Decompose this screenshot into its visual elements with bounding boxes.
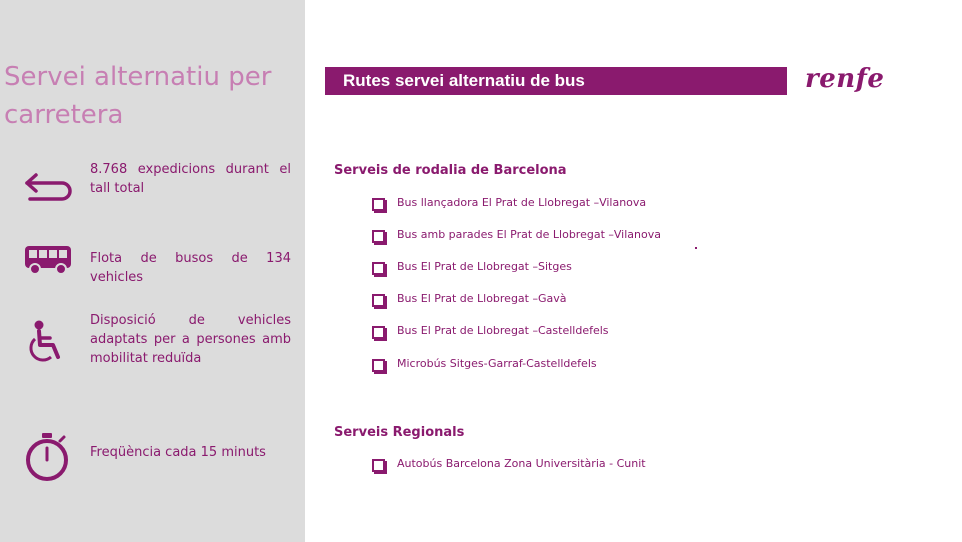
page-title: Rutes servei alternatiu de bus bbox=[343, 71, 585, 90]
feature-accessibility-text: Disposició de vehicles adaptats per a persones amb mobilitat reduïda bbox=[90, 313, 291, 366]
return-arrow-icon bbox=[22, 166, 74, 218]
checkbox-bullet bbox=[372, 198, 385, 211]
feature-fleet-text: Flota de busos de 134 vehicles bbox=[90, 251, 291, 285]
wheelchair-icon bbox=[26, 319, 78, 371]
route-label: Bus El Prat de Llobregat –Castelldefels bbox=[397, 324, 609, 337]
section-title-rodalia: Serveis de rodalia de Barcelona bbox=[334, 163, 567, 178]
checkbox-bullet bbox=[372, 294, 385, 307]
renfe-logo: renfe bbox=[805, 64, 885, 94]
route-label: Autobús Barcelona Zona Universitària - Cunit bbox=[397, 457, 646, 470]
feature-expeditions-text: 8.768 expedicions durant el tall total bbox=[90, 162, 291, 196]
feature-frequency-text: Freqüència cada 15 minuts bbox=[90, 445, 266, 460]
checkbox-bullet bbox=[372, 262, 385, 275]
bus-icon bbox=[24, 245, 76, 297]
left-panel-title: Servei alternatiu per carretera bbox=[4, 62, 272, 130]
stray-dot bbox=[695, 247, 697, 249]
checkbox-bullet bbox=[372, 459, 385, 472]
route-label: Bus El Prat de Llobregat –Sitges bbox=[397, 260, 572, 273]
route-label: Bus El Prat de Llobregat –Gavà bbox=[397, 292, 567, 305]
checkbox-bullet bbox=[372, 230, 385, 243]
route-label: Bus llançadora El Prat de Llobregat –Vilanova bbox=[397, 196, 647, 209]
header-bar bbox=[325, 67, 787, 95]
checkbox-bullet bbox=[372, 359, 385, 372]
section-title-regionals: Serveis Regionals bbox=[334, 425, 465, 440]
stopwatch-icon bbox=[24, 431, 76, 483]
route-label: Microbús Sitges-Garraf-Castelldefels bbox=[397, 357, 597, 370]
checkbox-bullet bbox=[372, 326, 385, 339]
route-label: Bus amb parades El Prat de Llobregat –Vilanova bbox=[397, 228, 661, 241]
left-panel bbox=[0, 0, 305, 542]
